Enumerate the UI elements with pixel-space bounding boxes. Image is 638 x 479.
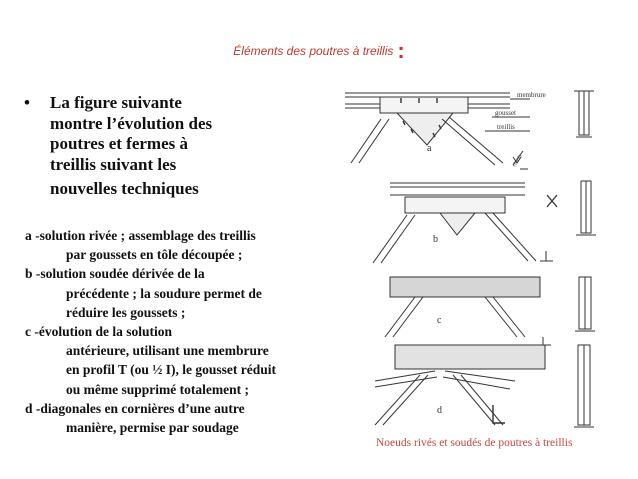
node-b-drawing (373, 181, 596, 263)
node-c-drawing (385, 277, 595, 353)
figure-caption: Noeuds rivés et soudés de poutres à treillis (376, 437, 573, 449)
bullet-marker: • (24, 93, 30, 112)
item-a-line: par goussets en tôle découpée ; (66, 247, 243, 263)
label-gousset: gousset (495, 109, 516, 117)
slide-title: Éléments des poutres à treillis (233, 44, 394, 58)
item-c-line: ou même supprimé totalement ; (66, 381, 249, 397)
node-d-drawing (375, 345, 594, 427)
slide-title-row (0, 38, 638, 64)
intro-line: La figure suivante (50, 93, 182, 112)
label-a: a (427, 143, 432, 154)
item-b-line: réduire les goussets ; (66, 304, 186, 320)
intro-paragraph (50, 93, 330, 200)
node-a-drawing (345, 91, 594, 169)
item-d-line: manière, permise par soudage (66, 420, 239, 436)
label-membrure: membrure (517, 91, 546, 99)
intro-line: montre l’évolution des (50, 113, 213, 133)
intro-line: treillis suivant les (50, 154, 177, 174)
items-list (25, 226, 355, 437)
label-c: c (437, 315, 442, 326)
intro-line: poutres et fermes à (50, 134, 189, 153)
item-c-line: en profil T (ou ½ I), le gousset réduit (66, 362, 277, 378)
intro-line: nouvelles techniques (50, 179, 199, 198)
truss-nodes-figure (345, 85, 635, 460)
slide-title-colon: : (397, 38, 405, 63)
item-b-line: précédente ; la soudure permet de (66, 285, 262, 301)
item-d-head: d -diagonales en cornières d’une autre (25, 400, 245, 416)
label-d: d (437, 405, 442, 416)
item-b-head: b -solution soudée dérivée de la (25, 266, 205, 282)
item-c-line: antérieure, utilisant une membrure (66, 343, 269, 359)
label-b: b (433, 234, 438, 245)
label-treillis: treillis (497, 123, 515, 131)
label-rivets: rivets (511, 153, 524, 168)
item-a-head: a -solution rivée ; assemblage des treillis (25, 228, 256, 243)
item-c-head: c -évolution de la solution (25, 324, 173, 340)
